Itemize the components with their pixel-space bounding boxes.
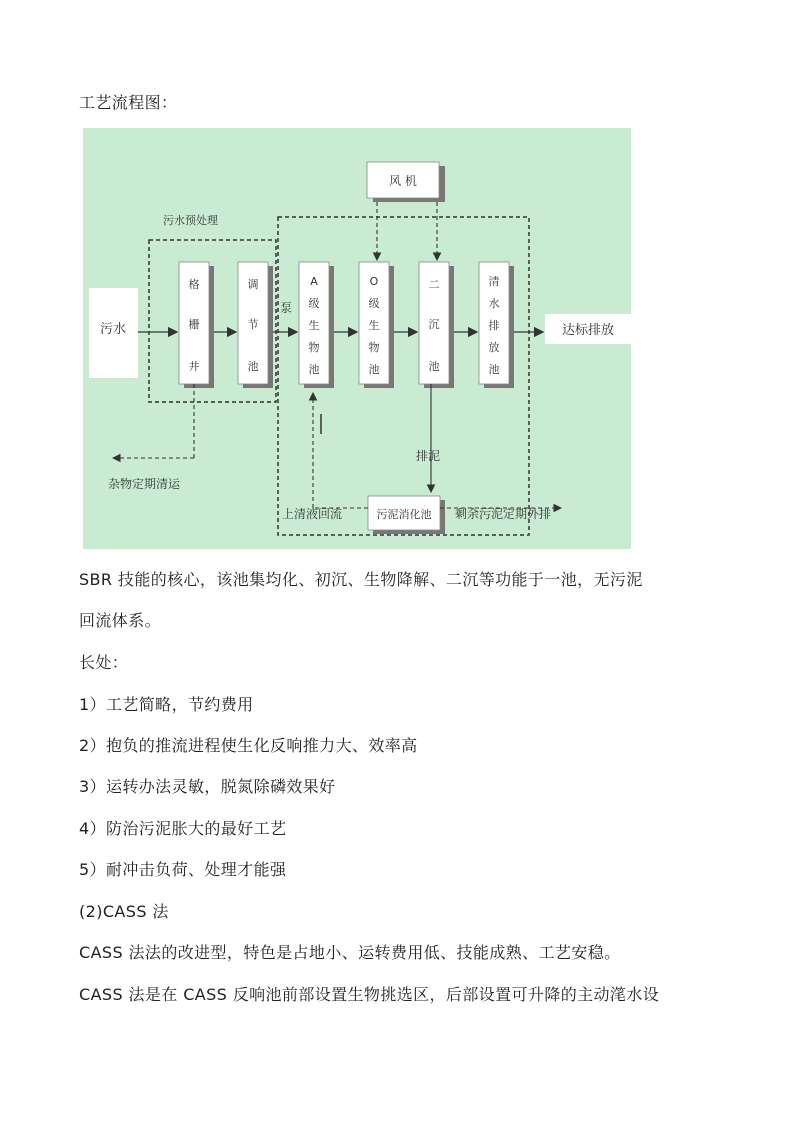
o-tank-char-4: 物 [368,341,380,354]
adjust-tank-char-1: 调 [247,278,259,291]
pretreatment-group-label: 污水预处理 [163,214,218,227]
paragraph-3: 长处： [79,653,129,672]
clarifier-char-1: 二 [428,278,440,291]
o-tank-char-3: 生 [368,319,380,332]
list-item-5: 5）耐冲击负荷、处理才能强 [79,860,287,879]
clarifier-char-2: 沉 [428,318,440,331]
list-item-4: 4）防治污泥胀大的最好工艺 [79,819,287,838]
clear-water-char-3: 排 [488,319,500,332]
adjust-tank-char-3: 池 [247,360,259,373]
supernatant-return-label: 上清液回流 [282,507,343,521]
sewage-label: 污水 [99,322,127,337]
a-tank-char-5: 池 [308,363,320,376]
paragraph-2: 回流体系。 [79,611,162,630]
pump-label: 泵 [280,301,293,315]
debris-removal-label: 杂物定期清运 [108,477,181,491]
o-tank-char-2: 级 [368,297,380,310]
o-tank-char-1: O [369,275,379,288]
digester-label: 污泥消化池 [376,508,432,521]
blower-label: 风 机 [389,174,417,188]
discharge-label: 达标排放 [561,323,615,338]
paragraph-5: CASS 法是在 CASS 反响池前部设置生物挑选区，后部设置可升降的主动滗水设 [79,985,660,1004]
clarifier-char-3: 池 [428,360,440,373]
list-item-3: 3）运转办法灵敏，脱氮除磷效果好 [79,777,336,796]
excess-sludge-label: 剩余污泥定期外排 [455,507,552,521]
paragraph-1: SBR 技能的核心，该池集均化、初沉、生物降解、二沉等功能于一池，无污泥 [79,570,643,589]
screen-well-char-2: 栅 [188,318,200,331]
clear-water-char-1: 清 [488,275,500,288]
clear-water-char-2: 水 [488,297,500,310]
a-tank-char-2: 级 [308,297,320,310]
paragraph-4: CASS 法法的改进型，特色是占地小、运转费用低、技能成熟、工艺安稳。 [79,943,621,962]
clear-water-char-4: 放 [488,341,500,354]
list-item-2: 2）抱负的推流进程使生化反响推力大、效率高 [79,736,418,755]
process-flow-diagram [83,128,631,549]
a-tank-char-4: 物 [308,341,320,354]
adjust-tank-char-2: 节 [247,318,259,331]
a-tank-char-1: A [310,275,318,288]
subsection-heading: (2)CASS 法 [79,902,169,921]
screen-well-char-1: 格 [188,278,200,291]
list-item-1: 1）工艺简略，节约费用 [79,695,254,714]
sludge-discharge-label: 排泥 [416,449,441,463]
section-heading: 工艺流程图： [79,93,178,112]
clear-water-char-5: 池 [488,363,500,376]
screen-well-char-3: 井 [188,360,200,373]
a-tank-char-3: 生 [308,319,320,332]
o-tank-char-5: 池 [368,363,380,376]
